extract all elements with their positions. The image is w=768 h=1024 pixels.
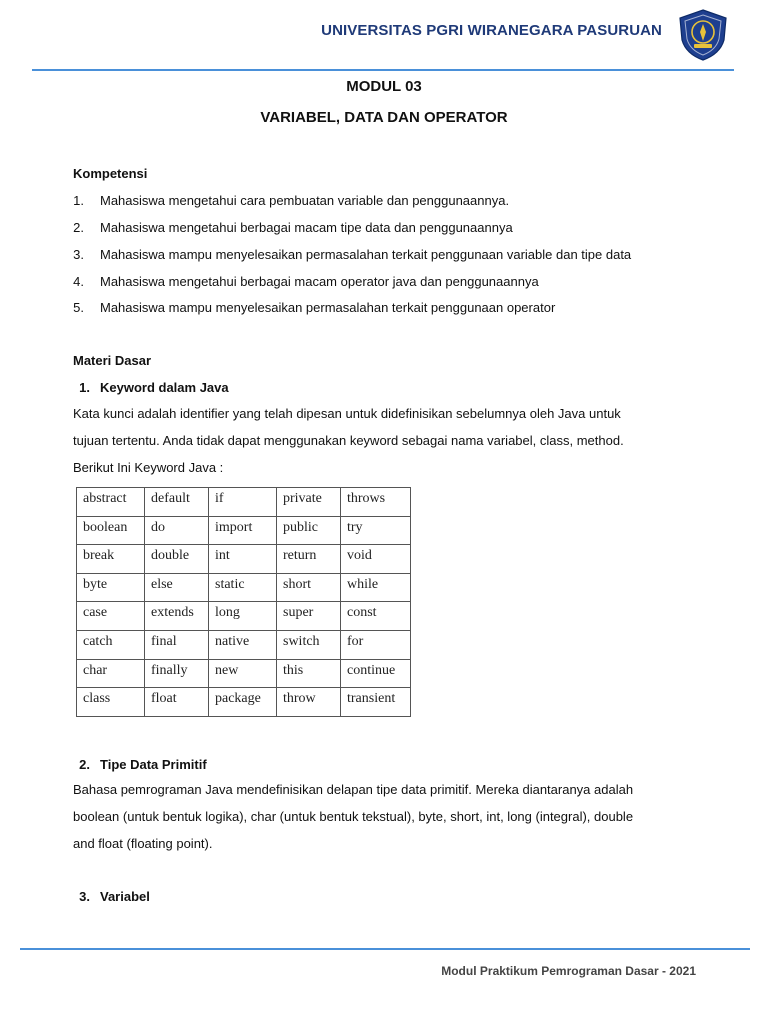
keyword-cell: package xyxy=(209,688,277,717)
table-row xyxy=(77,545,411,574)
keyword-cell: switch xyxy=(277,630,341,659)
list-item-number: 1. xyxy=(73,193,84,208)
paragraph-line: boolean (untuk bentuk logika), char (untuk bentuk tekstual), byte, short, int, long (integral), double xyxy=(73,809,634,824)
keyword-cell: catch xyxy=(77,630,145,659)
keyword-cell: transient xyxy=(341,688,411,717)
keyword-cell: this xyxy=(277,659,341,688)
list-item-number: 5. xyxy=(73,300,84,315)
section-number: 3. xyxy=(79,889,90,904)
paragraph-line: Bahasa pemrograman Java mendefinisikan delapan tipe data primitif. Mereka diantaranya adalah xyxy=(73,782,634,797)
keyword-cell: void xyxy=(341,545,411,574)
keyword-cell: short xyxy=(277,573,341,602)
section1-paragraph xyxy=(73,400,713,481)
section-number: 2. xyxy=(79,757,90,772)
keyword-cell: default xyxy=(145,488,209,517)
keyword-cell: byte xyxy=(77,573,145,602)
keyword-cell: throws xyxy=(341,488,411,517)
footer-text: Modul Praktikum Pemrograman Dasar - 2021 xyxy=(441,964,696,978)
keyword-cell: new xyxy=(209,659,277,688)
kompetensi-heading: Kompetensi xyxy=(73,166,148,181)
keyword-cell: continue xyxy=(341,659,411,688)
paragraph-line: tujuan tertentu. Anda tidak dapat menggunakan keyword sebagai nama variabel, class, method. xyxy=(73,433,624,448)
keyword-cell: while xyxy=(341,573,411,602)
table-row xyxy=(77,573,411,602)
keyword-cell: const xyxy=(341,602,411,631)
module-subtitle: VARIABEL, DATA DAN OPERATOR xyxy=(260,109,508,126)
list-item: Mahasiswa mampu menyelesaikan permasalahan terkait penggunaan operator xyxy=(100,300,556,315)
list-item-number: 2. xyxy=(73,220,84,235)
table-row xyxy=(77,630,411,659)
keyword-cell: case xyxy=(77,602,145,631)
keyword-table xyxy=(76,487,411,717)
list-item-number: 4. xyxy=(73,274,84,289)
list-item: Mahasiswa mampu menyelesaikan permasalahan terkait penggunaan variable dan tipe data xyxy=(100,247,632,262)
keyword-cell: else xyxy=(145,573,209,602)
keyword-cell: throw xyxy=(277,688,341,717)
keyword-cell: private xyxy=(277,488,341,517)
section-title: Tipe Data Primitif xyxy=(100,757,207,772)
table-row xyxy=(77,488,411,517)
keyword-cell: return xyxy=(277,545,341,574)
keyword-cell: extends xyxy=(145,602,209,631)
list-item: Mahasiswa mengetahui berbagai macam tipe data dan penggunaannya xyxy=(100,220,513,235)
section2-paragraph xyxy=(73,776,713,857)
keyword-cell: try xyxy=(341,516,411,545)
section-number: 1. xyxy=(79,380,90,395)
university-logo xyxy=(676,8,730,62)
keyword-cell: for xyxy=(341,630,411,659)
list-item: Mahasiswa mengetahui berbagai macam operator java dan penggunaannya xyxy=(100,274,539,289)
paragraph-line: Kata kunci adalah identifier yang telah dipesan untuk didefinisikan sebelumnya oleh Java untuk xyxy=(73,406,621,421)
section-title: Variabel xyxy=(100,889,150,904)
list-item-number: 3. xyxy=(73,247,84,262)
keyword-cell: class xyxy=(77,688,145,717)
footer-divider xyxy=(20,948,750,950)
keyword-cell: char xyxy=(77,659,145,688)
keyword-cell: do xyxy=(145,516,209,545)
table-row xyxy=(77,688,411,717)
keyword-cell: boolean xyxy=(77,516,145,545)
keyword-cell: static xyxy=(209,573,277,602)
paragraph-line: Berikut Ini Keyword Java : xyxy=(73,460,224,475)
keyword-cell: native xyxy=(209,630,277,659)
keyword-cell: long xyxy=(209,602,277,631)
university-name: UNIVERSITAS PGRI WIRANEGARA PASURUAN xyxy=(321,22,662,39)
keyword-cell: float xyxy=(145,688,209,717)
table-row xyxy=(77,659,411,688)
section-title: Keyword dalam Java xyxy=(100,380,229,395)
keyword-cell: break xyxy=(77,545,145,574)
keyword-cell: int xyxy=(209,545,277,574)
paragraph-line: and float (floating point). xyxy=(73,836,213,851)
keyword-cell: import xyxy=(209,516,277,545)
keyword-cell: abstract xyxy=(77,488,145,517)
keyword-cell: final xyxy=(145,630,209,659)
keyword-cell: if xyxy=(209,488,277,517)
table-row xyxy=(77,516,411,545)
materi-heading: Materi Dasar xyxy=(73,353,152,368)
list-item: Mahasiswa mengetahui cara pembuatan variable dan penggunaannya. xyxy=(100,193,510,208)
table-row xyxy=(77,602,411,631)
keyword-cell: double xyxy=(145,545,209,574)
keyword-cell: public xyxy=(277,516,341,545)
keyword-cell: super xyxy=(277,602,341,631)
header-divider xyxy=(32,69,734,71)
keyword-cell: finally xyxy=(145,659,209,688)
module-title: MODUL 03 xyxy=(346,78,422,95)
